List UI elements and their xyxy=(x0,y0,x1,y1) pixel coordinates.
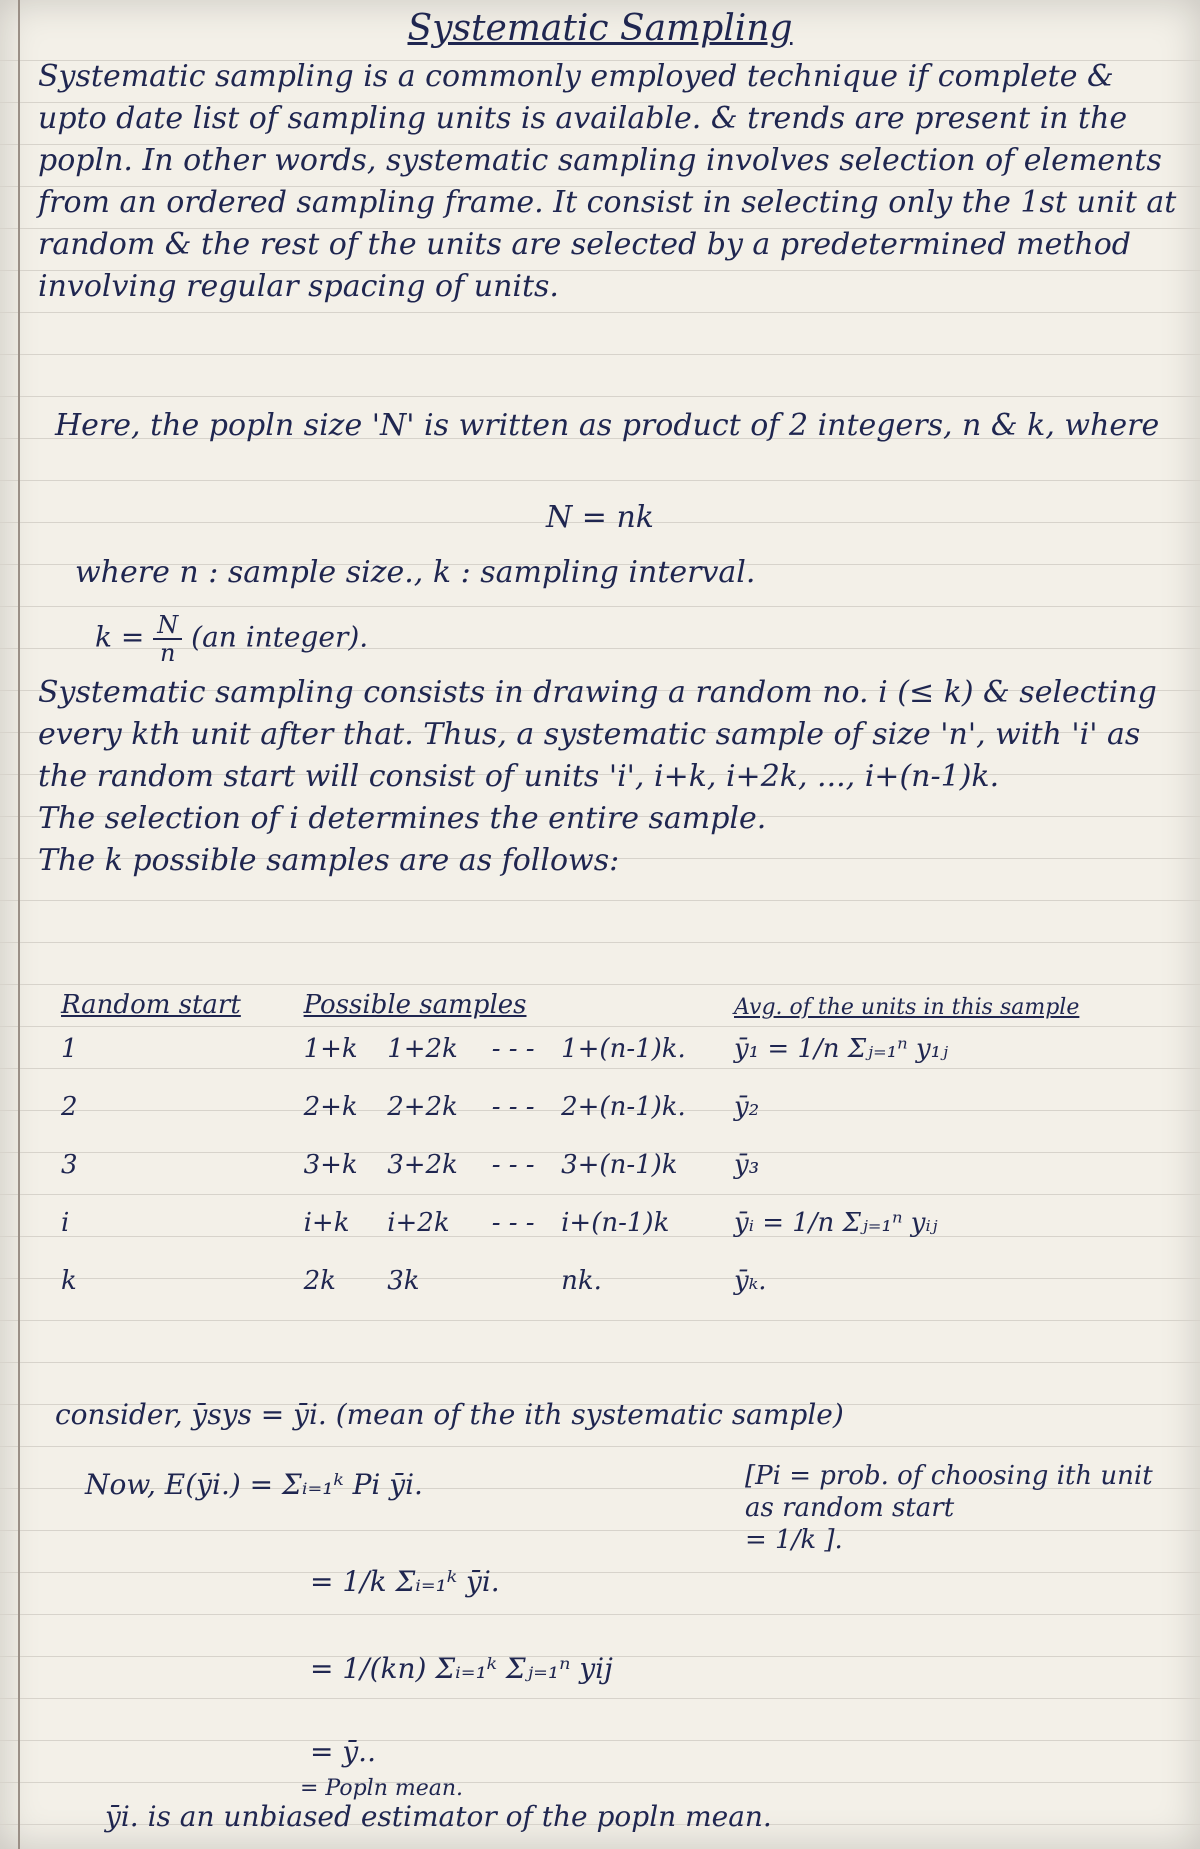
ruled-line xyxy=(0,1362,1200,1363)
cell: 3+k xyxy=(303,1150,358,1180)
ruled-line xyxy=(0,1320,1200,1321)
ruled-line xyxy=(0,1782,1200,1783)
cell xyxy=(486,1252,555,1310)
conclusion-line: ȳi. is an unbiased estimator of the popln mean. xyxy=(105,1800,772,1833)
cell: i xyxy=(61,1208,70,1238)
expectation-line: Now, E(ȳi.) = Σᵢ₌₁ᵏ Pi ȳi. xyxy=(85,1468,423,1501)
ruled-line xyxy=(0,942,1200,943)
ruled-line xyxy=(0,606,1200,607)
table-row xyxy=(55,1194,1180,1252)
cell: ȳ₃ xyxy=(734,1150,760,1180)
k-suffix: (an integer). xyxy=(191,620,369,654)
cell: - - - xyxy=(491,1208,535,1238)
k-denominator: n xyxy=(160,639,176,667)
cell: 2 xyxy=(61,1092,78,1122)
ruled-line xyxy=(0,1740,1200,1741)
cell: 2k xyxy=(303,1266,336,1296)
cell: ȳᵢ = 1/n Σⱼ₌₁ⁿ yᵢⱼ xyxy=(734,1208,938,1238)
conclusion-annotation: = Popln mean. xyxy=(300,1776,464,1801)
table-header-row xyxy=(55,968,1180,1020)
intro-paragraph: Systematic sampling is a commonly employed technique if complete & upto date list of sampling units is available. & trends are present in the popln. In other words, systematic sampling involves selection of elements from an ordered sampling frame. It consist in selecting only the 1st unit at random & the rest of the units are selected by a predetermined method involving regular spacing of units. xyxy=(38,59,1177,304)
cell: 1+k xyxy=(303,1034,358,1064)
probability-note: [Pi = prob. of choosing ith unit as random start = 1/k ]. xyxy=(745,1461,1153,1555)
procedure-paragraph: Systematic sampling consists in drawing a random no. i (≤ k) & selecting every kth unit after that. Thus, a systematic sample of size 'n', with 'i' as the random start will consist of units 'i', i+k, i+2k, ..., i+(n-1)k. The selection of i determines the entire sample. The k possible samples are as follows: xyxy=(38,675,1157,878)
table-row xyxy=(55,1020,1180,1078)
cell: i+(n-1)k xyxy=(561,1208,670,1238)
setup-line: Here, the popln size 'N' is written as product of 2 integers, n & k, where xyxy=(55,408,1160,443)
cell: 2+k xyxy=(303,1092,358,1122)
cell: k xyxy=(61,1266,77,1296)
cell: - - - xyxy=(491,1092,535,1122)
table-row xyxy=(55,1252,1180,1310)
cell: nk. xyxy=(561,1266,602,1296)
margin-line xyxy=(18,0,20,1849)
ruled-line xyxy=(0,1446,1200,1447)
ruled-line xyxy=(0,1614,1200,1615)
cell: 3k xyxy=(387,1266,420,1296)
ruled-line xyxy=(0,354,1200,355)
ruled-line xyxy=(0,396,1200,397)
possible-samples-table xyxy=(55,968,1180,1310)
formula-n-equals-nk: N = nk xyxy=(546,500,654,535)
cell: 3 xyxy=(61,1150,78,1180)
derivation-step-3: = 1/(kn) Σᵢ₌₁ᵏ Σⱼ₌₁ⁿ yij xyxy=(310,1652,613,1685)
cell: 1+2k xyxy=(387,1034,458,1064)
cell: 1+(n-1)k. xyxy=(561,1034,686,1064)
derivation-step-2: = 1/k Σᵢ₌₁ᵏ ȳi. xyxy=(310,1565,500,1598)
cell: 2+(n-1)k. xyxy=(561,1092,686,1122)
cell: i+k xyxy=(303,1208,350,1238)
header-average: Avg. of the units in this sample xyxy=(734,995,1080,1020)
cell: - - - xyxy=(491,1150,535,1180)
cell: 2+2k xyxy=(387,1092,458,1122)
ruled-line xyxy=(0,1698,1200,1699)
cell: - - - xyxy=(491,1034,535,1064)
cell: ȳ₂ xyxy=(734,1092,760,1122)
cell: 3+2k xyxy=(387,1150,458,1180)
k-formula xyxy=(95,612,368,666)
ruled-line xyxy=(0,480,1200,481)
cell: ȳₖ. xyxy=(734,1266,767,1296)
derivation-step-4: = ȳ.. xyxy=(310,1735,376,1768)
header-possible-samples: Possible samples xyxy=(303,990,527,1020)
k-fraction xyxy=(153,612,182,666)
ruled-line xyxy=(0,1572,1200,1573)
table-row xyxy=(55,1078,1180,1136)
page-title: Systematic Sampling xyxy=(407,8,793,49)
consider-line: consider, ȳsys = ȳi. (mean of the ith systematic sample) xyxy=(55,1398,844,1431)
table-row xyxy=(55,1136,1180,1194)
header-random-start: Random start xyxy=(61,990,241,1020)
ruled-line xyxy=(0,312,1200,313)
cell: 1 xyxy=(61,1034,78,1064)
k-prefix: k = xyxy=(95,620,145,654)
cell: ȳ₁ = 1/n Σⱼ₌₁ⁿ y₁ⱼ xyxy=(734,1034,948,1064)
cell: 3+(n-1)k xyxy=(561,1150,678,1180)
where-definitions: where n : sample size., k : sampling interval. xyxy=(75,555,756,590)
ruled-line xyxy=(0,900,1200,901)
cell: i+2k xyxy=(387,1208,450,1238)
k-numerator: N xyxy=(153,612,182,640)
